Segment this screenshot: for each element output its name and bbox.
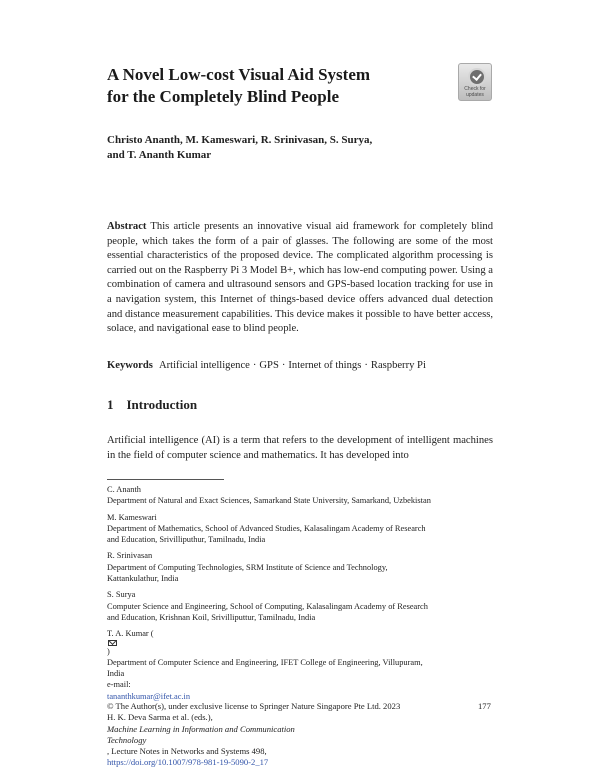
doi-link[interactable]: https://doi.org/10.1007/978-981-19-5090-2_17 [107,757,269,768]
citation-line-1 [107,712,499,735]
section-heading-introduction [107,397,197,413]
affiliation-name: R. Srinivasan [107,551,153,561]
affiliation [107,550,499,584]
affiliation [107,512,499,546]
affiliation-line: and Education, Srivilliputhur, Tamilnadu, India [107,535,266,545]
series-text: , Lecture Notes in Networks and Systems 498, [107,746,267,757]
email-link[interactable]: tananthkumar@ifet.ac.in [107,691,191,701]
affiliation-line: Kattankulathur, India [107,574,179,584]
corresponding-author-name: T. A. Kumar ( [107,629,154,639]
affiliation [107,628,499,702]
copyright-line: © The Author(s), under exclusive license to Springer Nature Singapore Pte Ltd. 2023 [107,701,401,711]
paper-title [107,64,447,108]
check-updates-icon [468,68,486,86]
keywords [107,359,493,373]
affiliation-line: Computer Science and Engineering, School of Computing, Kalasalingam Academy of Research [107,601,428,611]
badge-line-2: updates [466,92,484,98]
affiliation-line: and Education, Krishnan Koil, Srivilliputtur, Tamilnadu, India [107,612,316,622]
abstract-text: This article presents an innovative visual aid framework for completely blind people, which takes the form of a pair of glasses. The following are some of the most essential characteristics of the proposed device. The complicated algorithm processing is carried out on the Raspberry Pi 3 Model B+, which has low-end computing power. Using a combination of camera and ultrasound sensors and GPS-based location tracking for use in a navigation system, this Internet of things-based device offers advanced dual detection and distance measurement capabilities. This device makes it possible to have better access, solace, and navigational ease to blind people. [107,221,493,335]
affiliation-line: Department of Mathematics, School of Advanced Studies, Kalasalingam Academy of Research [107,523,426,533]
keyword: GPS [259,360,279,371]
book-title-part-2: Technology [107,734,147,745]
abstract-label: Abstract [107,221,147,232]
section-number: 1 [107,397,114,412]
affiliation-line: India [107,669,125,679]
affiliation-line: Department of Computing Technologies, SRM Institute of Science and Technology, [107,562,388,572]
affiliation-name: S. Surya [107,590,136,600]
citation-line-2 [107,735,499,758]
keywords-label: Keywords [107,360,153,371]
affiliation [107,589,499,623]
email-line [107,679,499,702]
eds-prefix: H. K. Deva Sarma et al. (eds.), [107,712,213,723]
introduction-paragraph: Artificial intelligence (AI) is a term that refers to the development of intelligent machines in the field of computer science and mathematics. It has developed into [107,435,493,461]
page-number: 177 [478,701,491,711]
affiliation-name [107,628,499,657]
affiliation [107,484,499,507]
authors-line-2: and T. Ananth Kumar [107,149,212,161]
badge-text [459,86,491,98]
title-line-2: for the Completely Blind People [107,87,339,106]
authors-line-1: Christo Ananth, M. Kameswari, R. Srinivasan, S. Surya, [107,134,373,146]
badge-line-1: Check for [464,86,486,92]
check-for-updates-badge[interactable] [458,63,492,101]
abstract [107,220,493,337]
footnote-divider [107,479,224,480]
title-line-1: A Novel Low-cost Visual Aid System [107,65,371,84]
page-footer [107,701,499,769]
keyword: Raspberry Pi [370,360,426,371]
affiliations [107,484,499,707]
book-title-part-1: Machine Learning in Information and Communication [107,723,295,734]
keyword-separator: · [252,360,257,371]
author-list [107,133,507,163]
affiliation-name: M. Kameswari [107,512,157,522]
affiliation-line: Department of Natural and Exact Sciences, Samarkand State University, Samarkand, Uzbekistan [107,496,431,506]
section-title: Introduction [126,397,198,412]
keyword: Artificial intelligence [158,360,250,371]
keyword: Internet of things [288,360,362,371]
name-suffix: ) [107,646,110,656]
keyword-separator: · [364,360,368,371]
keyword-separator: · [281,360,286,371]
affiliation-name: C. Ananth [107,485,141,494]
envelope-icon [108,640,117,646]
email-label: e-mail: [107,680,131,690]
affiliation-line: Department of Computer Science and Engineering, IFET College of Engineering, Villupuram, [107,657,423,667]
